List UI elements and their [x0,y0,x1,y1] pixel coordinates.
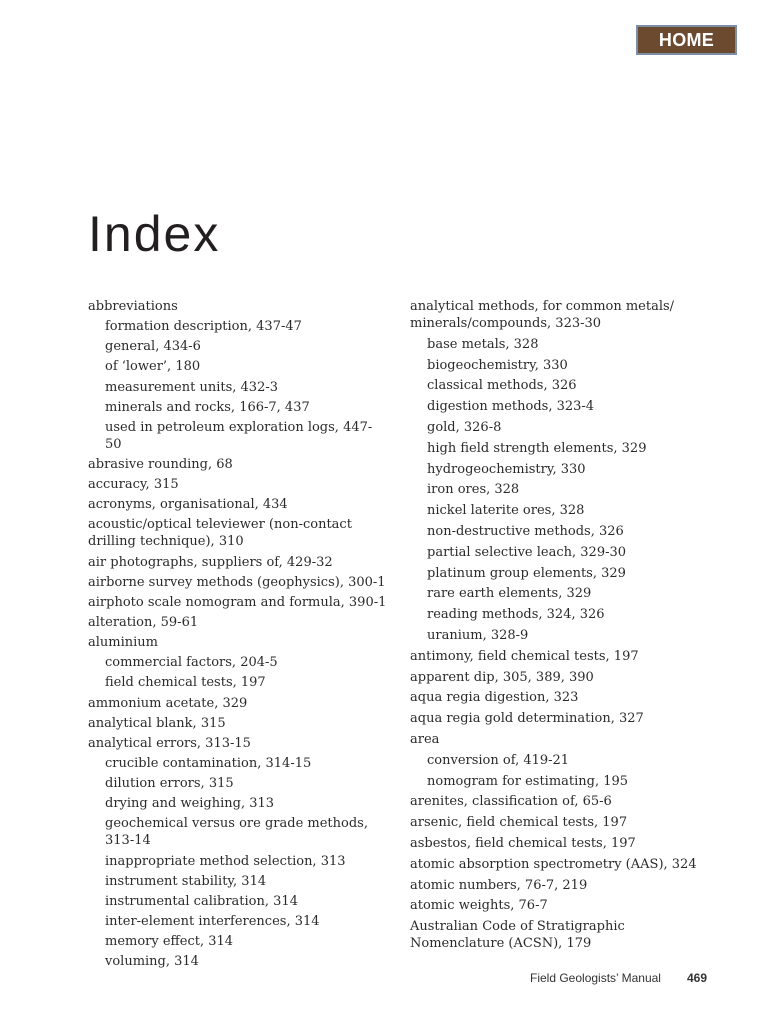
index-subentry: rare earth elements, 329 [427,586,592,602]
index-subentry: general, 434-6 [105,339,201,355]
index-entry: ammonium acetate, 329 [88,695,248,711]
index-entry: aluminium [88,635,158,651]
index-entry: air photographs, suppliers of, 429-32 [88,554,333,570]
index-subentry: instrument stability, 314 [105,873,267,889]
index-entry: alteration, 59-61 [88,614,199,630]
index-entry: aqua regia digestion, 323 [410,690,579,706]
index-entry: acronyms, organisational, 434 [88,497,288,513]
index-entry: analytical blank, 315 [88,715,226,731]
index-entry: abrasive rounding, 68 [88,456,233,472]
index-subentry: of ‘lower’, 180 [105,359,201,375]
index-subentry: commercial factors, 204-5 [105,655,278,671]
index-subentry: nomogram for estimating, 195 [427,773,629,789]
index-subentry: gold, 326-8 [427,419,502,435]
index-subentry: minerals and rocks, 166-7, 437 [105,399,310,415]
index-entry: Australian Code of Stratigraphic Nomenclature (ACSN), 179 [410,919,625,952]
index-subentry: instrumental calibration, 314 [105,893,298,909]
index-subentry: formation description, 437-47 [105,319,302,335]
index-entry: apparent dip, 305, 389, 390 [410,669,594,685]
index-subentry: used in petroleum exploration logs, 447-50 [105,419,373,452]
index-entry: analytical methods, for common metals/ minerals/compounds, 323-30 [410,299,675,331]
index-entry: airphoto scale nomogram and formula, 390-1 [88,594,387,610]
index-column-right [410,298,700,956]
index-entry: atomic weights, 76-7 [410,898,548,914]
index-column-left [88,298,388,973]
index-subentry: nickel laterite ores, 328 [427,503,585,519]
index-entry: area [410,731,440,747]
index-entry: analytical errors, 313-15 [88,735,251,751]
index-subentry: measurement units, 432-3 [105,379,279,395]
index-subentry: voluming, 314 [105,954,199,970]
footer-book-title: Field Geologists’ Manual [530,971,661,985]
index-entry: arenites, classification of, 65-6 [410,794,612,810]
index-entry: atomic absorption spectrometry (AAS), 324 [410,856,697,872]
index-subentry: crucible contamination, 314-15 [105,755,312,771]
index-subentry: iron ores, 328 [427,482,520,498]
index-entry: airborne survey methods (geophysics), 300-1 [88,574,386,590]
index-subentry: geochemical versus ore grade methods, 313-14 [105,816,368,849]
index-entry: accuracy, 315 [88,477,179,493]
index-subentry: inter-element interferences, 314 [105,913,320,929]
index-subentry: biogeochemistry, 330 [427,357,568,373]
index-subentry: reading methods, 324, 326 [427,607,605,623]
footer-page-number: 469 [687,971,708,985]
index-entry: abbreviations [88,299,178,314]
index-subentry: platinum group elements, 329 [427,565,626,581]
index-entry: aqua regia gold determination, 327 [410,711,644,727]
index-subentry: non-destructive methods, 326 [427,523,624,539]
index-entry: asbestos, field chemical tests, 197 [410,835,636,851]
index-subentry: uranium, 328-9 [427,627,529,643]
index-subentry: digestion methods, 323-4 [427,399,595,415]
index-subentry: high field strength elements, 329 [427,440,647,456]
index-subentry: hydrogeochemistry, 330 [427,461,586,477]
index-subentry: memory effect, 314 [105,934,234,950]
index-entry: atomic numbers, 76-7, 219 [410,877,588,893]
index-entry: antimony, field chemical tests, 197 [410,648,639,664]
index-subentry: field chemical tests, 197 [105,675,266,691]
index-subentry: conversion of, 419-21 [427,752,570,768]
home-button[interactable]: HOME [636,25,737,55]
index-subentry: drying and weighing, 313 [105,796,275,812]
index-entry: acoustic/optical televiewer (non-contact drilling technique), 310 [88,517,352,550]
index-subentry: base metals, 328 [427,336,539,352]
index-subentry: inappropriate method selection, 313 [105,853,346,869]
index-subentry: classical methods, 326 [427,378,577,394]
index-subentry: dilution errors, 315 [105,776,234,792]
page-title: Index [88,206,221,262]
index-subentry: partial selective leach, 329-30 [427,544,627,560]
index-entry: arsenic, field chemical tests, 197 [410,815,628,831]
